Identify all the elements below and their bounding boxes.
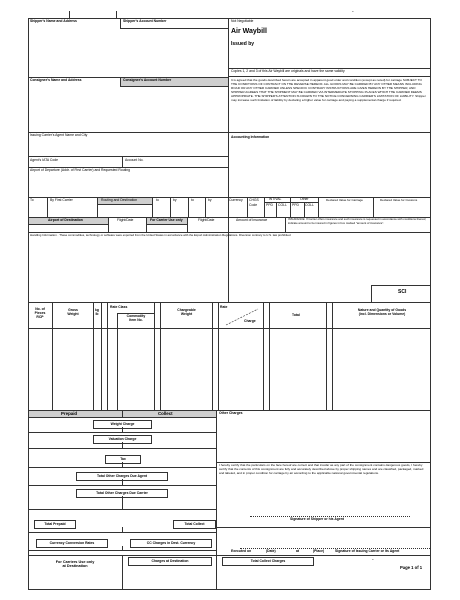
not-negotiable: Not Negotiable xyxy=(231,19,254,23)
cg-div-13 xyxy=(332,302,333,410)
fl-div-4 xyxy=(228,217,229,232)
sci-label: SCI xyxy=(398,289,407,295)
for-carriers-use-destination: For Carriers Use only at Destination xyxy=(55,560,95,569)
routing-and-destination: Routing and Destination xyxy=(101,198,138,202)
prepaid-label: Prepaid xyxy=(61,411,78,416)
iata-top xyxy=(28,156,228,157)
fl-div-5 xyxy=(285,217,286,232)
agent-iata-code: Agent's IATA Code xyxy=(30,158,59,162)
carrier-use-underline xyxy=(146,224,187,225)
accounting-information: Accounting Information xyxy=(231,135,270,139)
rate-label: Rate xyxy=(220,305,228,309)
signature-shipper: Signature of Shipper or his Agent xyxy=(290,517,344,521)
cargo-top xyxy=(28,302,431,303)
flight-date-2: Flight/Date xyxy=(198,218,215,222)
footer-dash: - xyxy=(372,557,374,563)
rt-div-13 xyxy=(373,197,374,217)
charges-at-destination-button[interactable]: Charges at Destination xyxy=(128,557,212,566)
signature-issuing-carrier: Signature of Issuing Carrier or its Agent xyxy=(335,549,400,553)
cg-div-10 xyxy=(263,302,264,410)
sci-top xyxy=(371,285,431,286)
row-line-3 xyxy=(28,448,216,449)
page-indicator: Page 1 of 1 xyxy=(400,565,423,570)
shipper-account-bottom xyxy=(120,28,228,29)
split-4 xyxy=(122,462,123,467)
airport-destination-underline xyxy=(28,224,108,225)
currency: Currency xyxy=(229,198,243,202)
split-9 xyxy=(122,555,123,590)
rt-div-4 xyxy=(170,197,171,217)
by-first-carrier: By First Carrier xyxy=(50,198,73,202)
rt-div-5 xyxy=(188,197,189,217)
consignee-account-number: Consignee's Account Number xyxy=(123,78,172,82)
routing-destination-underline xyxy=(97,204,152,205)
cg-div-3 xyxy=(101,302,102,410)
rt-div-10 xyxy=(290,197,291,217)
executed-on: Executed on xyxy=(231,549,252,553)
tax-button[interactable]: Tax xyxy=(105,455,141,464)
total-prepaid-button[interactable]: Total Prepaid xyxy=(34,520,76,529)
kg-lb: kg lb xyxy=(95,308,99,316)
declared-value-customs: Declared Value for Customs xyxy=(380,198,418,202)
rt-div-9 xyxy=(276,202,277,217)
wtval-label: WT/VAL xyxy=(269,197,282,201)
row-line-7 xyxy=(28,532,216,533)
consignee-name-address: Consignee's Name and Address xyxy=(30,78,82,82)
other-charges-label: Other Charges xyxy=(219,411,243,415)
cg-div-7 xyxy=(160,302,161,410)
rt-div-8 xyxy=(264,197,265,217)
awb-number: - xyxy=(352,9,354,15)
agent-top xyxy=(28,132,431,133)
total-collect-charges-button[interactable]: Total Collect Charges xyxy=(222,557,314,566)
rt-div-6 xyxy=(205,197,206,217)
flight-date: Flight/Date xyxy=(117,218,134,222)
issued-by: Issued by xyxy=(231,41,255,47)
split-8 xyxy=(122,546,123,550)
weight-charge-button[interactable]: Weight Charge xyxy=(93,420,152,429)
coll-label-2: COLL xyxy=(305,203,314,207)
prepaid-collect-split xyxy=(122,410,123,417)
rt-div-7 xyxy=(247,197,248,217)
row-line-8 xyxy=(28,550,216,551)
consignee-account-bottom xyxy=(120,86,228,87)
total-collect-button[interactable]: Total Collect xyxy=(173,520,216,529)
amount-of-insurance: Amount of Insurance xyxy=(236,218,268,222)
execution-date: (Date) xyxy=(266,549,276,553)
cg-div-9 xyxy=(218,302,219,410)
consignee-account-divider xyxy=(120,77,121,86)
cg-div-11 xyxy=(269,302,270,410)
issuing-agent-name: Issuing Carrier's Agent Name and City xyxy=(30,133,88,137)
form-frame xyxy=(28,18,431,590)
row-line-4 xyxy=(28,467,216,468)
cg-div-12 xyxy=(326,302,327,410)
collect-label: Collect xyxy=(158,411,173,416)
routing-by-2: by xyxy=(173,198,177,202)
chgs-code-label: Code xyxy=(249,203,258,207)
split-2 xyxy=(122,427,123,432)
other-label: Other xyxy=(300,197,309,201)
cc-charges-dest-button[interactable]: CC Charges in Dest. Currency xyxy=(130,539,212,548)
account-no: Account No. xyxy=(125,158,144,162)
ppd-label: PPD xyxy=(266,203,273,207)
execution-place: (Place) xyxy=(313,549,325,553)
routing-to-2: to xyxy=(156,198,159,202)
coll-label: COLL xyxy=(278,203,287,207)
routing-to: To xyxy=(30,198,34,202)
total-other-agent-button[interactable]: Total Other Charges Due Agent xyxy=(76,472,168,481)
row-line-1 xyxy=(28,417,216,418)
declared-value-carriage: Declared Value for Carriage xyxy=(326,198,363,202)
routing-to-3: to xyxy=(191,198,194,202)
for-carrier-use-only: For Carrier Use only xyxy=(150,218,183,222)
certification-text: I hereby certify that the particulars on the face hereof are correct and that insofar as any part of the consignment contains dangerous goods, I hereby certify that the contents of this consignment are fully and accurately described above by proper shipping names and are classified, packaged, marked and labeled, and in proper condition for carriage by air according to the applicable national governmental regulations. xyxy=(219,463,424,475)
cg-div-8 xyxy=(212,302,213,410)
row-line-5 xyxy=(28,485,216,486)
insurance-text: INSURANCE: If Carrier offers insurance and such insurance is requested in accordance with conditions thereof, indicate amount to be insured in figures in box marked "amount of insurance". xyxy=(288,217,427,225)
split-6 xyxy=(122,496,123,509)
cg-div-4 xyxy=(107,302,108,410)
rt-div-3 xyxy=(152,197,153,217)
air-waybill-title: Air Waybill xyxy=(231,28,267,35)
split-5 xyxy=(122,479,123,485)
cg-div-6 xyxy=(154,302,155,410)
shipper-name-address: Shipper's Name and Address xyxy=(30,19,77,23)
rt-div-12 xyxy=(318,197,319,217)
row-line-2 xyxy=(28,432,216,433)
copies-bottom xyxy=(228,76,431,77)
ppd-label-2: PPD xyxy=(292,203,299,207)
fl-div-3 xyxy=(187,217,188,232)
commodity-item-no: Commodity Item No. xyxy=(126,314,146,322)
copies-note: Copies 1, 2 and 3 of this Air Waybill are originals and have the same validity xyxy=(231,69,345,73)
execution-bottom xyxy=(216,555,431,556)
execution-top xyxy=(216,527,431,528)
split-3 xyxy=(122,442,123,448)
row-line-6 xyxy=(28,509,216,510)
rt-div-1 xyxy=(47,197,48,217)
total-other-carrier-button[interactable]: Total Other Charges Due Carrier xyxy=(76,489,168,498)
split-7 xyxy=(122,527,123,532)
airport-departure: Airport of Departure (Addr. of First Carrier) and Requested Routing xyxy=(30,168,131,172)
fl-div-1 xyxy=(108,217,109,232)
total-label: Total xyxy=(292,313,300,317)
shipper-account-divider xyxy=(120,18,121,28)
handling-information: Handling Information · These commodities, technology or software were exported from the United States in accordance with the Export Administration Regulations. Diversion contrary to U.S. law prohibited xyxy=(30,233,291,237)
chgs-label: CHGS xyxy=(249,198,259,202)
rate-class: Rate Class xyxy=(110,305,128,309)
chargeable-weight: Chargeable Weight xyxy=(177,308,196,316)
gross-weight: Gross Weight xyxy=(67,308,79,316)
nature-quantity-goods: Nature and Quantity of Goods (incl. Dimensions or Volume) xyxy=(357,308,407,316)
cg-div-2 xyxy=(93,302,94,410)
routing-by-3: by xyxy=(208,198,212,202)
sci-divider xyxy=(371,285,372,302)
charge-label: Charge xyxy=(244,319,256,323)
airport-of-destination: Airport of Destination xyxy=(48,218,83,222)
cg-div-1 xyxy=(52,302,53,410)
execution-at: at xyxy=(296,549,300,553)
main-vertical-divider xyxy=(228,18,229,302)
currency-conversion-button[interactable]: Currency Conversion Rates xyxy=(36,539,108,548)
no-of-pieces: No. of Pieces RCP xyxy=(34,307,46,319)
iata-divider xyxy=(122,156,123,167)
valuation-charge-button[interactable]: Valuation Charge xyxy=(93,435,152,444)
cargo-header-bottom xyxy=(28,328,431,329)
conditions-text: It is agreed that the goods described herein are accepted in apparent good order and condition (except as noted) for carriage SUBJECT TO THE CONDITIONS OF CONTRACT ON THE REVERSE HEREOF. ALL GOODS MAY BE CARRIED BY ANY OTHER MEANS INCLUDING ROAD OR ANY OTHER CARRIER UNLESS SPECIFIC CONTRARY INSTRUCTIONS ARE GIVEN HEREON BY THE SHIPPER, AND SHIPPER AGREES THAT THE SHIPMENT MAY BE CARRIED VIA INTERMEDIATE STOPPING PLACES WHICH THE CARRIER DEEMS APPROPRIATE. THE SHIPPER'S ATTENTION IS DRAWN TO THE NOTICE CONCERNING CARRIER'S LIMITATION OF LIABILITY. Shipper may increase such limitation of liability by declaring a higher value for carriage and paying a supplemental charge if required. xyxy=(231,78,426,102)
shipper-account-number: Shipper's Account Number xyxy=(123,19,167,23)
charges-right-divider xyxy=(216,410,217,590)
